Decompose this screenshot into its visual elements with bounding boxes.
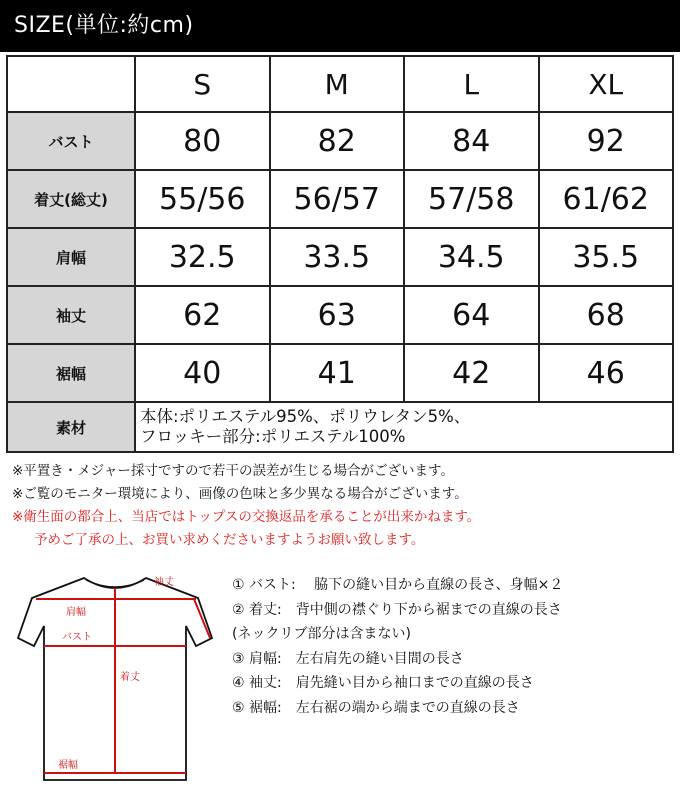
note-measurement: ※平置き・メジャー採寸ですので若干の誤差が生じる場合がございます。 [12, 463, 454, 479]
cell-bust-l: 84 [404, 112, 539, 170]
definition-length-note: (ネックリブ部分は含まない) [232, 626, 411, 642]
note-monitor: ※ご覧のモニター環境により、画像の色味と多少異なる場合がございます。 [12, 486, 468, 502]
cell-length-m: 56/57 [270, 170, 405, 228]
note-acknowledge: 予めご了承の上、お買い求めくださいますようお願い致します。 [34, 532, 425, 548]
cell-length-l: 57/58 [404, 170, 539, 228]
size-table [6, 55, 674, 453]
cell-length-xl: 61/62 [539, 170, 674, 228]
table-row-bust [7, 112, 673, 170]
cell-sleeve-l: 64 [404, 286, 539, 344]
cell-hem-s: 40 [135, 344, 270, 402]
label-hem: 裾幅 [58, 760, 78, 771]
col-header-s: S [135, 56, 270, 112]
label-bust: バスト [62, 632, 92, 643]
material-line-2: フロッキー部分:ポリエステル100% [140, 427, 406, 446]
cell-bust-s: 80 [135, 112, 270, 170]
cell-sleeve-s: 62 [135, 286, 270, 344]
row-label-material: 素材 [7, 402, 135, 452]
cell-hem-m: 41 [270, 344, 405, 402]
cell-shoulder-xl: 35.5 [539, 228, 674, 286]
table-row-length [7, 170, 673, 228]
definition-hem: ⑤ 裾幅: 左右裾の端から端までの直線の長さ [232, 699, 520, 716]
row-label-hem: 裾幅 [7, 344, 135, 402]
cell-shoulder-s: 32.5 [135, 228, 270, 286]
row-label-shoulder: 肩幅 [7, 228, 135, 286]
definition-shoulder: ③ 肩幅: 左右肩先の縫い目間の長さ [232, 650, 464, 667]
label-sleeve: 袖丈 [154, 577, 174, 588]
cell-bust-xl: 92 [539, 112, 674, 170]
label-length: 着丈 [120, 672, 140, 683]
measurement-diagram [14, 568, 214, 788]
cell-hem-xl: 46 [539, 344, 674, 402]
table-row-material [7, 402, 673, 452]
row-label-sleeve: 袖丈 [7, 286, 135, 344]
table-row-sleeve [7, 286, 673, 344]
cell-bust-m: 82 [270, 112, 405, 170]
material-line-1: 本体:ポリエステル95%、ポリウレタン5%、 [140, 407, 471, 426]
cell-hem-l: 42 [404, 344, 539, 402]
notes-section [12, 460, 672, 552]
row-label-bust: バスト [7, 112, 135, 170]
table-row-shoulder [7, 228, 673, 286]
row-label-length: 着丈(総丈) [7, 170, 135, 228]
cell-sleeve-xl: 68 [539, 286, 674, 344]
tshirt-illustration [14, 568, 214, 788]
table-row-hem [7, 344, 673, 402]
table-corner-cell [7, 56, 135, 112]
cell-sleeve-m: 63 [270, 286, 405, 344]
label-shoulder: 肩幅 [66, 607, 86, 618]
definition-sleeve: ④ 袖丈: 肩先縫い目から袖口までの直線の長さ [232, 675, 534, 691]
material-cell [135, 402, 673, 452]
cell-shoulder-l: 34.5 [404, 228, 539, 286]
note-no-returns: ※衛生面の都合上、当店ではトップスの交換返品を承ることが出来かねます。 [12, 509, 481, 525]
measurement-definitions [232, 573, 672, 720]
cell-length-s: 55/56 [135, 170, 270, 228]
col-header-xl: XL [539, 56, 674, 112]
table-header-row [7, 56, 673, 112]
definition-length: ② 着丈: 背中側の襟ぐり下から裾までの直線の長さ [232, 601, 562, 618]
page-title: SIZE(単位:約cm) [0, 0, 680, 52]
col-header-l: L [404, 56, 539, 112]
definition-bust: ① バスト: 脇下の縫い目から直線の長さ、身幅×２ [232, 577, 564, 593]
cell-shoulder-m: 33.5 [270, 228, 405, 286]
col-header-m: M [270, 56, 405, 112]
